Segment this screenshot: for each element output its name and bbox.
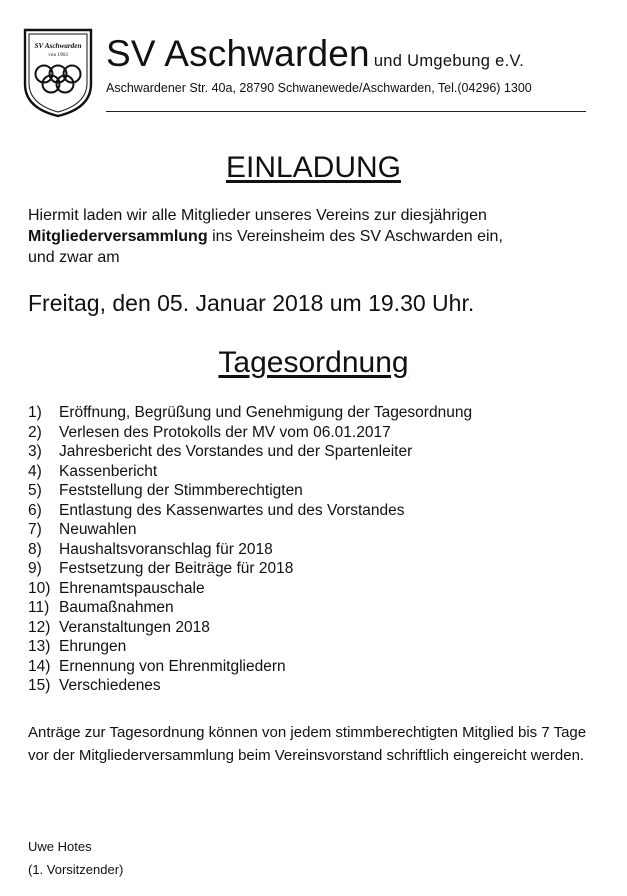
- agenda-item-text: Haushaltsvoranschlag für 2018: [59, 540, 273, 558]
- agenda-item-text: Feststellung der Stimmberechtigten: [59, 482, 303, 499]
- agenda-item-text: Baumaßnahmen: [59, 599, 174, 616]
- intro-part2: ins Vereinsheim des SV Aschwarden ein,: [212, 228, 503, 245]
- motions-paragraph: Anträge zur Tagesordnung können von jedem stimmberechtigten Mitglied bis 7 Tage vor der Mitgliederversammlung beim Vereinsvorstand schriftlich eingereicht werden.: [28, 724, 587, 764]
- agenda-item-number: 15): [28, 677, 51, 694]
- agenda-item: [28, 559, 472, 579]
- agenda-item: [28, 657, 472, 677]
- agenda-item-number: 8): [28, 540, 42, 558]
- agenda-item-text: Verschiedenes: [59, 677, 161, 694]
- logo-text-sub: von 1963: [48, 52, 68, 58]
- intro-part1: Hiermit laden wir alle Mitglieder unseres Vereins zur diesjährigen: [28, 207, 487, 224]
- agenda-title: Tagesordnung: [218, 346, 409, 379]
- agenda-item-text: Ernennung von Ehrenmitgliedern: [59, 657, 286, 675]
- agenda-item-number: 14): [28, 657, 51, 675]
- agenda-item-text: Ehrenamtspauschale: [59, 579, 205, 597]
- agenda-item: [28, 540, 472, 560]
- signer-role: (1. Vorsitzender): [28, 862, 124, 877]
- club-name-suffix: und Umgebung e.V.: [373, 52, 525, 70]
- agenda-item-number: 12): [28, 618, 51, 636]
- club-crest-logo: [22, 26, 94, 118]
- agenda-item-number: 3): [28, 443, 42, 460]
- agenda-item: [28, 520, 472, 540]
- agenda-item-number: 11): [28, 599, 50, 616]
- agenda-item-number: 2): [28, 423, 42, 441]
- agenda-item-number: 6): [28, 501, 42, 519]
- agenda-item: [28, 676, 472, 696]
- agenda-item-text: Jahresbericht des Vorstandes und der Spartenleiter: [59, 443, 413, 460]
- agenda-item-number: 13): [28, 638, 51, 655]
- agenda-item: [28, 637, 472, 657]
- agenda-item-text: Ehrungen: [59, 638, 127, 655]
- agenda-list: [28, 403, 472, 696]
- club-address: Aschwardener Str. 40a, 28790 Schwanewede/Aschwarden, Tel.(04296) 1300: [106, 81, 532, 95]
- agenda-item: [28, 462, 472, 482]
- agenda-item-number: 5): [28, 482, 42, 499]
- club-name: [106, 33, 524, 75]
- logo-text-top: SV Aschwarden: [34, 42, 82, 50]
- intro-part3: und zwar am: [28, 249, 120, 266]
- document-title: EINLADUNG: [225, 151, 402, 184]
- agenda-item-text: Eröffnung, Begrüßung und Genehmigung der Tagesordnung: [59, 404, 473, 421]
- agenda-item: [28, 481, 472, 501]
- agenda-item: [28, 403, 472, 423]
- agenda-item: [28, 442, 472, 462]
- agenda-item-number: 4): [28, 462, 42, 480]
- meeting-date: Freitag, den 05. Januar 2018 um 19.30 Uhr.: [28, 290, 475, 316]
- agenda-item: [28, 423, 472, 443]
- agenda-item-number: 10): [28, 579, 51, 597]
- agenda-item-text: Festsetzung der Beiträge für 2018: [59, 560, 294, 577]
- agenda-item-number: 9): [28, 560, 42, 577]
- agenda-item-text: Neuwahlen: [59, 521, 137, 538]
- agenda-item-number: 7): [28, 521, 42, 538]
- signer-name: Uwe Hotes: [28, 839, 92, 854]
- agenda-item-text: Entlastung des Kassenwartes und des Vorstandes: [59, 501, 405, 519]
- intro-bold: Mitgliederversammlung: [28, 228, 208, 245]
- agenda-item: [28, 618, 472, 638]
- agenda-item-text: Verlesen des Protokolls der MV vom 06.01.2017: [59, 423, 391, 441]
- club-name-main: SV Aschwarden: [106, 33, 370, 74]
- agenda-item: [28, 579, 472, 599]
- header-divider: [106, 111, 586, 112]
- agenda-item-number: 1): [28, 404, 42, 421]
- agenda-item-text: Veranstaltungen 2018: [59, 618, 210, 636]
- agenda-item: [28, 501, 472, 521]
- agenda-item: [28, 598, 472, 618]
- agenda-item-text: Kassenbericht: [59, 462, 158, 480]
- invitation-text: [28, 205, 608, 268]
